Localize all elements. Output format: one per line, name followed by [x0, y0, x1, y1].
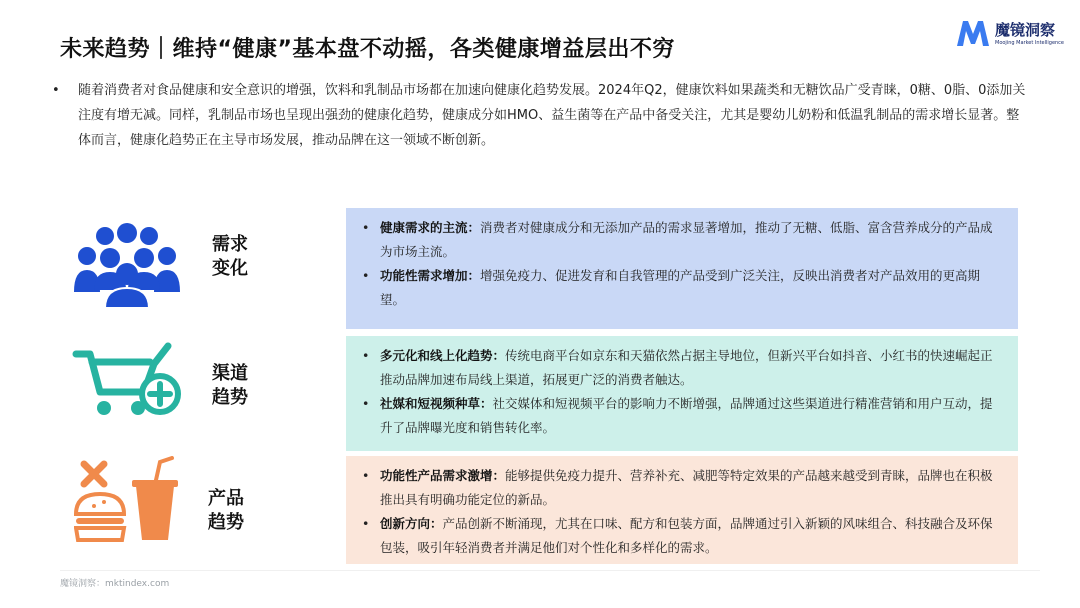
- shopping-cart-plus-icon: [72, 340, 184, 420]
- card-channel: [346, 336, 1018, 451]
- intro-text: 随着消费者对食品健康和安全意识的增强，饮料和乳制品市场都在加速向健康化趋势发展。2024年Q2，健康饮料如果蔬类和无糖饮品广受青睐，0糖、0脂、0添加关注度有增无减。同样，乳制品市场也呈现出强劲的健康化趋势，健康成分如HMO、益生菌等在产品中备受关注，尤其是婴幼儿奶粉和低温乳制品的需求增长显著。整体而言，健康化趋势正在主导市场发展，推动品牌在这一领域不断创新。: [78, 83, 1026, 148]
- item-heading: 创新方向：: [380, 516, 443, 531]
- item-text: 消费者对健康成分和无添加产品的需求显著增加，推动了无糖、低脂、富含营养成分的产品成为市场主流。: [380, 220, 993, 259]
- item-heading: 多元化和线上化趋势：: [380, 348, 506, 363]
- item-text: 能够提供免疫力提升、营养补充、减肥等特定效果的产品越来越受到青睐，品牌也在积极推出具有明确功能定位的新品。: [380, 468, 993, 507]
- card-demand-item-1: [362, 216, 1000, 264]
- bullet: •: [362, 220, 370, 235]
- row-label-channel-line1: 渠道: [212, 363, 248, 384]
- card-product-item-1: [362, 464, 1000, 512]
- item-text: 增强免疫力、促进发育和自我管理的产品受到广泛关注，反映出消费者对产品效用的更高期望。: [380, 268, 981, 307]
- row-label-product: [196, 487, 256, 535]
- item-heading: 健康需求的主流：: [380, 220, 481, 235]
- row-label-product-line2: 趋势: [208, 512, 244, 533]
- item-text: 社交媒体和短视频平台的影响力不断增强，品牌通过这些渠道进行精准营销和用户互动，提升了品牌曝光度和销售转化率。: [380, 396, 993, 435]
- bullet: •: [362, 348, 370, 363]
- bullet: •: [362, 268, 370, 283]
- row-label-demand-line1: 需求: [212, 234, 248, 255]
- item-text: 传统电商平台如京东和天猫依然占据主导地位，但新兴平台如抖音、小红书的快速崛起正推动品牌加速布局线上渠道，拓展更广泛的消费者触达。: [380, 348, 993, 387]
- row-label-channel: [200, 362, 260, 410]
- bullet: •: [362, 468, 370, 483]
- bullet: •: [362, 516, 370, 531]
- bullet: •: [362, 396, 370, 411]
- item-text: 产品创新不断涌现，尤其在口味、配方和包装方面，品牌通过引入新颖的风味组合、科技融合及环保包装，吸引年轻消费者并满足他们对个性化和多样化的需求。: [380, 516, 993, 555]
- food-drink-icon: [74, 456, 182, 544]
- logo-m-icon: [955, 18, 991, 48]
- footer-divider: [60, 570, 1040, 571]
- logo-subtitle: Moojing Market Intelligence: [995, 40, 1065, 46]
- card-product: [346, 456, 1018, 564]
- logo-name: 魔镜洞察: [995, 21, 1056, 39]
- card-product-item-2: [362, 512, 1000, 560]
- item-heading: 社媒和短视频种草：: [380, 396, 493, 411]
- row-label-channel-line2: 趋势: [212, 387, 248, 408]
- card-demand-item-2: [362, 264, 1000, 312]
- footer-source: 魔镜洞察：mktindex.com: [60, 579, 170, 589]
- intro-bullet: •: [52, 83, 60, 98]
- card-channel-item-1: [362, 344, 1000, 392]
- row-label-demand: [200, 233, 260, 281]
- intro-paragraph: [52, 78, 1032, 153]
- row-label-demand-line2: 变化: [212, 258, 248, 279]
- item-heading: 功能性需求增加：: [380, 268, 481, 283]
- page-title: 未来趋势｜维持“健康”基本盘不动摇，各类健康增益层出不穷: [60, 37, 675, 62]
- brand-logo: [955, 18, 1065, 52]
- item-heading: 功能性产品需求激增：: [380, 468, 506, 483]
- people-group-icon: [74, 222, 180, 308]
- row-label-product-line1: 产品: [208, 488, 244, 509]
- card-demand: [346, 208, 1018, 329]
- card-channel-item-2: [362, 392, 1000, 440]
